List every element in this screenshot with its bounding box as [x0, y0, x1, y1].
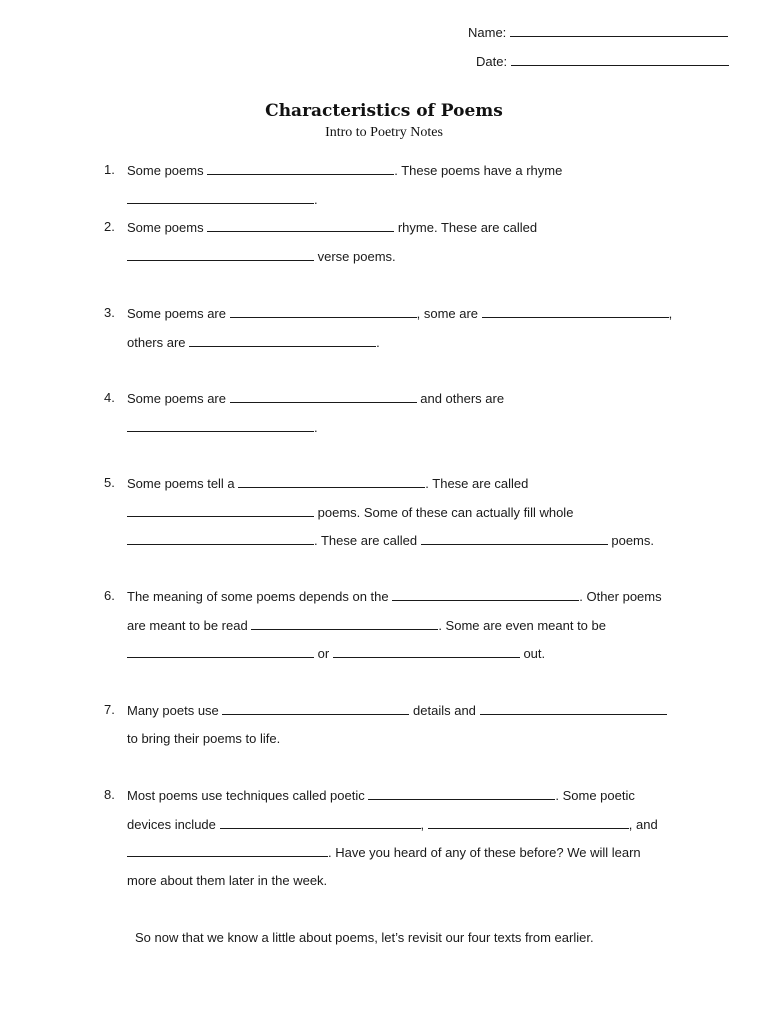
- fill-in-blank[interactable]: [127, 248, 314, 261]
- fill-in-blank[interactable]: [189, 334, 376, 347]
- date-label: Date:: [476, 54, 508, 69]
- question-text: ,: [668, 306, 673, 321]
- question-text: Some poems are: [127, 391, 226, 406]
- date-blank[interactable]: [511, 53, 729, 66]
- page-title: Characteristics of Poems: [265, 101, 503, 121]
- question-text: . These poems have a rhyme: [394, 163, 563, 178]
- closing-statement: So now that we know a little about poems, let’s revisit our four texts from earlier.: [135, 930, 594, 945]
- question-number: 4.: [104, 390, 115, 405]
- question-number: 6.: [104, 588, 115, 603]
- fill-in-blank[interactable]: [368, 787, 555, 800]
- fill-in-blank[interactable]: [392, 588, 579, 601]
- fill-in-blank[interactable]: [127, 532, 314, 545]
- question-text: or: [317, 646, 330, 661]
- question-text: .: [376, 334, 380, 350]
- page-subtitle: Intro to Poetry Notes: [325, 125, 443, 140]
- question-number: 2.: [104, 219, 115, 234]
- question-body: [127, 787, 697, 901]
- fill-in-blank[interactable]: [207, 162, 394, 175]
- question-body: [127, 305, 697, 362]
- question-text: . Have you heard of any of these before? We will learn: [328, 845, 641, 860]
- question-text: details and: [413, 703, 476, 718]
- fill-in-blank[interactable]: [207, 219, 394, 232]
- question-text: more about them later in the week.: [127, 872, 328, 888]
- question-body: [127, 702, 697, 759]
- question-body: [127, 162, 697, 219]
- question-number: 1.: [104, 162, 115, 177]
- question-text: . These are called: [425, 476, 529, 491]
- fill-in-blank[interactable]: [428, 816, 629, 829]
- question-body: [127, 588, 697, 674]
- question-text: out.: [523, 646, 546, 661]
- fill-in-blank[interactable]: [421, 532, 608, 545]
- fill-in-blank[interactable]: [127, 645, 314, 658]
- question-text: are meant to be read: [127, 617, 248, 633]
- question-text: and others are: [420, 391, 505, 406]
- name-label: Name:: [468, 25, 507, 40]
- question-number: 3.: [104, 305, 115, 320]
- question-text: Many poets use: [127, 703, 219, 718]
- question-number: 5.: [104, 475, 115, 490]
- fill-in-blank[interactable]: [238, 475, 425, 488]
- fill-in-blank[interactable]: [127, 504, 314, 517]
- question-text: . Some poetic: [555, 788, 635, 803]
- question-text: , some are: [416, 306, 479, 321]
- fill-in-blank[interactable]: [480, 702, 667, 715]
- question-text: poems. Some of these can actually fill whole: [317, 504, 574, 520]
- question-number: 8.: [104, 787, 115, 802]
- fill-in-blank[interactable]: [251, 617, 438, 630]
- name-field: [468, 24, 728, 41]
- question-text: The meaning of some poems depends on the: [127, 589, 389, 604]
- question-text: Some poems: [127, 163, 204, 178]
- date-field: [476, 53, 729, 70]
- name-blank[interactable]: [510, 24, 728, 37]
- question-text: .: [314, 419, 318, 435]
- fill-in-blank[interactable]: [127, 844, 328, 857]
- fill-in-blank[interactable]: [482, 305, 669, 318]
- question-text: .: [314, 191, 318, 207]
- question-text: Some poems: [127, 220, 204, 235]
- fill-in-blank[interactable]: [230, 305, 417, 318]
- question-body: [127, 390, 697, 447]
- question-text: Some poems are: [127, 306, 226, 321]
- question-body: [127, 475, 697, 561]
- question-text: devices include: [127, 816, 216, 832]
- fill-in-blank[interactable]: [220, 816, 421, 829]
- question-text: . Some are even meant to be: [438, 617, 606, 633]
- question-text: to bring their poems to life.: [127, 730, 281, 746]
- question-text: verse poems.: [317, 248, 396, 264]
- fill-in-blank[interactable]: [127, 419, 314, 432]
- question-text: rhyme. These are called: [397, 220, 538, 235]
- question-text: others are: [127, 334, 186, 350]
- question-text: poems.: [611, 533, 654, 548]
- question-text: . Other poems: [579, 589, 662, 604]
- question-text: , and: [628, 816, 658, 832]
- fill-in-blank[interactable]: [333, 645, 520, 658]
- fill-in-blank[interactable]: [230, 390, 417, 403]
- question-text: . These are called: [314, 533, 418, 548]
- question-text: Some poems tell a: [127, 476, 235, 491]
- question-text: Most poems use techniques called poetic: [127, 788, 365, 803]
- question-text: ,: [420, 816, 425, 832]
- fill-in-blank[interactable]: [222, 702, 409, 715]
- fill-in-blank[interactable]: [127, 191, 314, 204]
- question-number: 7.: [104, 702, 115, 717]
- question-body: [127, 219, 697, 276]
